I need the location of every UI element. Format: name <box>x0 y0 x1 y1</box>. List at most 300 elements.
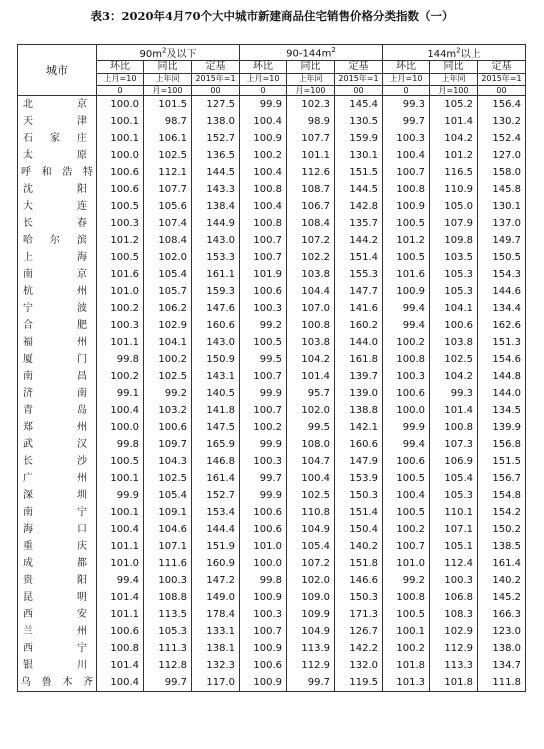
index-value: 132.0 <box>335 657 383 674</box>
city-name: 北京 <box>18 96 97 114</box>
subheader-mom-g2: 环比 <box>240 61 287 74</box>
index-value: 150.3 <box>335 487 383 504</box>
index-value: 147.5 <box>192 419 240 436</box>
base-label-line1-mom-g2: 上月=10 <box>240 74 287 86</box>
city-name: 乌鲁木齐 <box>18 674 97 692</box>
index-value: 100.8 <box>430 419 478 436</box>
city-name: 福州 <box>18 334 97 351</box>
index-value: 102.9 <box>430 623 478 640</box>
index-value: 161.4 <box>478 555 526 572</box>
index-value: 107.4 <box>144 215 192 232</box>
index-value: 105.2 <box>430 96 478 114</box>
index-value: 140.2 <box>478 572 526 589</box>
index-value: 102.0 <box>144 249 192 266</box>
table-row <box>18 198 526 215</box>
index-value: 144.0 <box>478 385 526 402</box>
index-value: 100.7 <box>240 249 287 266</box>
index-value: 100.9 <box>240 674 287 692</box>
table-row <box>18 555 526 572</box>
index-value: 99.4 <box>383 317 430 334</box>
index-value: 161.4 <box>192 470 240 487</box>
index-value: 104.6 <box>144 521 192 538</box>
index-value: 100.6 <box>240 283 287 300</box>
subheader-mom-g3: 环比 <box>383 61 430 74</box>
table-row <box>18 470 526 487</box>
index-value: 101.0 <box>383 555 430 572</box>
index-value: 140.5 <box>192 385 240 402</box>
index-value: 138.0 <box>192 113 240 130</box>
table-row <box>18 521 526 538</box>
index-value: 100.7 <box>240 368 287 385</box>
base-label-line2-fixed-base-g3: 00 <box>478 86 526 96</box>
index-value: 154.6 <box>478 351 526 368</box>
index-value: 101.4 <box>430 402 478 419</box>
table-row <box>18 538 526 555</box>
index-value: 103.8 <box>430 334 478 351</box>
index-value: 105.4 <box>287 538 335 555</box>
index-value: 105.6 <box>144 198 192 215</box>
city-name: 贵阳 <box>18 572 97 589</box>
index-value: 99.9 <box>240 385 287 402</box>
index-value: 105.4 <box>430 470 478 487</box>
index-value: 144.5 <box>335 181 383 198</box>
index-value: 104.3 <box>144 453 192 470</box>
index-value: 100.7 <box>240 402 287 419</box>
index-value: 137.0 <box>478 215 526 232</box>
index-value: 99.7 <box>240 470 287 487</box>
index-value: 109.7 <box>144 436 192 453</box>
index-value: 112.9 <box>430 640 478 657</box>
index-value: 100.3 <box>383 368 430 385</box>
index-value: 100.4 <box>240 164 287 181</box>
index-value: 100.3 <box>240 300 287 317</box>
index-value: 99.2 <box>240 317 287 334</box>
index-value: 161.1 <box>192 266 240 283</box>
index-value: 147.6 <box>192 300 240 317</box>
base-label-line1-fixed-base-g1: 2015年=1 <box>192 74 240 86</box>
index-value: 143.3 <box>192 181 240 198</box>
city-name: 成都 <box>18 555 97 572</box>
index-value: 147.7 <box>335 283 383 300</box>
index-value: 112.6 <box>287 164 335 181</box>
index-value: 101.4 <box>287 368 335 385</box>
index-value: 123.0 <box>478 623 526 640</box>
index-value: 107.1 <box>144 538 192 555</box>
group-header-under-90: $90m^2$及以下 <box>97 45 240 61</box>
index-value: 99.8 <box>97 351 144 368</box>
index-value: 100.2 <box>383 334 430 351</box>
table-row <box>18 164 526 181</box>
subheader-fixed-base-g1: 定基 <box>192 61 240 74</box>
index-value: 108.7 <box>287 181 335 198</box>
index-value: 106.2 <box>144 300 192 317</box>
index-value: 116.5 <box>430 164 478 181</box>
index-value: 100.6 <box>240 657 287 674</box>
base-label-line2-mom-g1: 0 <box>97 86 144 96</box>
index-value: 153.3 <box>192 249 240 266</box>
index-value: 155.3 <box>335 266 383 283</box>
index-value: 104.2 <box>430 368 478 385</box>
index-value: 101.1 <box>97 606 144 623</box>
base-label-line1-mom-g1: 上月=10 <box>97 74 144 86</box>
index-value: 143.0 <box>192 334 240 351</box>
base-label-line2-fixed-base-g1: 00 <box>192 86 240 96</box>
index-value: 100.5 <box>383 504 430 521</box>
table-row <box>18 402 526 419</box>
city-name: 深圳 <box>18 487 97 504</box>
index-value: 139.0 <box>335 385 383 402</box>
index-value: 105.4 <box>144 266 192 283</box>
table-row <box>18 351 526 368</box>
table-row <box>18 504 526 521</box>
table-row <box>18 419 526 436</box>
index-value: 104.9 <box>287 623 335 640</box>
index-value: 104.9 <box>287 521 335 538</box>
city-name: 长沙 <box>18 453 97 470</box>
city-name: 石家庄 <box>18 130 97 147</box>
table-row <box>18 385 526 402</box>
index-value: 101.1 <box>287 147 335 164</box>
city-column-header: 城市 <box>18 45 97 96</box>
index-value: 95.7 <box>287 385 335 402</box>
index-value: 147.9 <box>335 453 383 470</box>
index-value: 99.4 <box>97 572 144 589</box>
index-value: 113.3 <box>430 657 478 674</box>
subheader-yoy-g1: 同比 <box>144 61 192 74</box>
index-value: 106.1 <box>144 130 192 147</box>
city-name: 哈尔滨 <box>18 232 97 249</box>
index-value: 112.1 <box>144 164 192 181</box>
index-value: 100.6 <box>383 453 430 470</box>
city-name: 青岛 <box>18 402 97 419</box>
index-value: 178.4 <box>192 606 240 623</box>
index-value: 101.6 <box>383 266 430 283</box>
index-value: 138.1 <box>192 640 240 657</box>
table-row <box>18 623 526 640</box>
index-value: 100.5 <box>97 453 144 470</box>
index-value: 145.8 <box>478 181 526 198</box>
index-value: 100.2 <box>240 419 287 436</box>
base-label-line2-yoy-g1: 月=100 <box>144 86 192 96</box>
index-value: 130.1 <box>478 198 526 215</box>
index-value: 102.0 <box>287 572 335 589</box>
index-value: 109.9 <box>287 606 335 623</box>
index-value: 156.8 <box>478 436 526 453</box>
index-value: 103.2 <box>144 402 192 419</box>
index-value: 112.9 <box>287 657 335 674</box>
index-value: 100.2 <box>240 147 287 164</box>
index-value: 99.7 <box>287 674 335 692</box>
index-value: 101.4 <box>97 589 144 606</box>
index-value: 103.8 <box>287 266 335 283</box>
index-value: 144.2 <box>335 232 383 249</box>
index-value: 159.3 <box>192 283 240 300</box>
index-value: 100.9 <box>240 640 287 657</box>
index-value: 99.9 <box>383 419 430 436</box>
city-name: 大连 <box>18 198 97 215</box>
index-value: 105.0 <box>430 198 478 215</box>
index-value: 99.9 <box>240 96 287 114</box>
base-label-line1-yoy-g1: 上年同 <box>144 74 192 86</box>
price-index-table <box>17 44 526 692</box>
index-value: 162.6 <box>478 317 526 334</box>
table-row <box>18 130 526 147</box>
index-value: 127.5 <box>192 96 240 114</box>
index-value: 99.5 <box>287 419 335 436</box>
city-name: 南京 <box>18 266 97 283</box>
index-value: 100.1 <box>97 113 144 130</box>
index-value: 110.1 <box>430 504 478 521</box>
index-value: 119.5 <box>335 674 383 692</box>
index-value: 146.6 <box>335 572 383 589</box>
table-row <box>18 147 526 164</box>
index-value: 100.4 <box>383 487 430 504</box>
city-name: 南宁 <box>18 504 97 521</box>
index-value: 108.3 <box>430 606 478 623</box>
index-value: 100.5 <box>383 606 430 623</box>
index-value: 104.2 <box>430 130 478 147</box>
index-value: 102.9 <box>144 317 192 334</box>
index-value: 151.5 <box>478 453 526 470</box>
index-value: 102.5 <box>144 470 192 487</box>
index-value: 144.8 <box>478 368 526 385</box>
index-value: 100.6 <box>97 623 144 640</box>
index-value: 150.5 <box>478 249 526 266</box>
index-value: 104.2 <box>287 351 335 368</box>
city-name: 西安 <box>18 606 97 623</box>
index-value: 136.5 <box>192 147 240 164</box>
table-row <box>18 657 526 674</box>
index-value: 100.4 <box>97 402 144 419</box>
city-name: 兰州 <box>18 623 97 640</box>
city-name: 长春 <box>18 215 97 232</box>
index-value: 130.2 <box>478 113 526 130</box>
index-value: 107.7 <box>144 181 192 198</box>
index-value: 134.7 <box>478 657 526 674</box>
index-value: 100.5 <box>383 470 430 487</box>
index-value: 151.4 <box>335 249 383 266</box>
city-name: 广州 <box>18 470 97 487</box>
index-value: 99.3 <box>430 385 478 402</box>
group-header-over-144: $144m^2$以上 <box>383 45 526 61</box>
city-name: 沈阳 <box>18 181 97 198</box>
index-value: 100.2 <box>97 368 144 385</box>
index-value: 141.8 <box>192 402 240 419</box>
index-value: 100.6 <box>144 419 192 436</box>
city-name: 呼和浩特 <box>18 164 97 181</box>
index-value: 100.0 <box>97 419 144 436</box>
base-label-line2-fixed-base-g2: 00 <box>335 86 383 96</box>
index-value: 100.2 <box>97 300 144 317</box>
index-value: 99.8 <box>240 572 287 589</box>
index-value: 102.5 <box>430 351 478 368</box>
index-value: 151.9 <box>192 538 240 555</box>
index-value: 100.4 <box>97 521 144 538</box>
index-value: 105.1 <box>430 538 478 555</box>
index-value: 101.4 <box>430 113 478 130</box>
city-name: 杭州 <box>18 283 97 300</box>
index-value: 100.1 <box>97 504 144 521</box>
index-value: 100.6 <box>97 181 144 198</box>
index-value: 138.8 <box>335 402 383 419</box>
city-name: 合肥 <box>18 317 97 334</box>
index-value: 102.2 <box>287 249 335 266</box>
index-value: 99.8 <box>97 436 144 453</box>
table-row <box>18 266 526 283</box>
table-row <box>18 232 526 249</box>
index-value: 133.1 <box>192 623 240 640</box>
index-value: 153.4 <box>192 504 240 521</box>
index-value: 100.5 <box>383 249 430 266</box>
index-value: 108.4 <box>144 232 192 249</box>
index-value: 100.6 <box>383 385 430 402</box>
index-value: 107.9 <box>430 215 478 232</box>
city-name: 重庆 <box>18 538 97 555</box>
index-value: 110.8 <box>287 504 335 521</box>
index-value: 139.9 <box>478 419 526 436</box>
index-value: 101.0 <box>240 538 287 555</box>
index-value: 150.4 <box>335 521 383 538</box>
index-value: 100.8 <box>383 589 430 606</box>
index-value: 100.1 <box>97 470 144 487</box>
index-value: 101.1 <box>97 334 144 351</box>
index-value: 100.7 <box>383 164 430 181</box>
index-value: 100.2 <box>383 521 430 538</box>
city-name: 太原 <box>18 147 97 164</box>
index-value: 156.4 <box>478 96 526 114</box>
index-value: 107.2 <box>287 555 335 572</box>
index-value: 101.6 <box>97 266 144 283</box>
city-name: 济南 <box>18 385 97 402</box>
index-value: 100.8 <box>287 317 335 334</box>
index-value: 100.9 <box>240 589 287 606</box>
index-value: 107.2 <box>287 232 335 249</box>
index-value: 141.6 <box>335 300 383 317</box>
index-value: 108.4 <box>287 215 335 232</box>
index-value: 143.0 <box>192 232 240 249</box>
index-value: 151.8 <box>335 555 383 572</box>
index-value: 100.6 <box>240 521 287 538</box>
index-value: 100.8 <box>97 640 144 657</box>
index-value: 101.2 <box>383 232 430 249</box>
index-value: 101.9 <box>240 266 287 283</box>
index-value: 107.7 <box>287 130 335 147</box>
index-value: 104.1 <box>144 334 192 351</box>
city-name: 银川 <box>18 657 97 674</box>
table-title: 表3：2020年4月70个大中城市新建商品住宅销售价格分类指数（一） <box>90 9 454 23</box>
index-value: 105.4 <box>144 487 192 504</box>
index-value: 134.5 <box>478 402 526 419</box>
index-value: 160.6 <box>335 436 383 453</box>
index-value: 100.6 <box>97 164 144 181</box>
city-name: 南昌 <box>18 368 97 385</box>
index-value: 152.7 <box>192 130 240 147</box>
index-value: 99.4 <box>383 300 430 317</box>
index-value: 99.9 <box>240 487 287 504</box>
index-value: 106.7 <box>287 198 335 215</box>
index-value: 99.3 <box>383 96 430 114</box>
table-row <box>18 249 526 266</box>
index-value: 99.2 <box>144 385 192 402</box>
index-value: 101.0 <box>97 283 144 300</box>
table-row <box>18 215 526 232</box>
table-row <box>18 453 526 470</box>
index-value: 142.2 <box>335 640 383 657</box>
index-value: 101.2 <box>97 232 144 249</box>
subheader-yoy-g3: 同比 <box>430 61 478 74</box>
index-value: 100.5 <box>383 215 430 232</box>
index-value: 100.3 <box>144 572 192 589</box>
index-value: 112.8 <box>144 657 192 674</box>
subheader-fixed-base-g3: 定基 <box>478 61 526 74</box>
index-value: 105.3 <box>144 623 192 640</box>
index-value: 100.1 <box>383 623 430 640</box>
base-label-line1-yoy-g3: 上年同 <box>430 74 478 86</box>
index-value: 100.3 <box>97 317 144 334</box>
index-value: 100.4 <box>287 470 335 487</box>
index-value: 103.8 <box>287 334 335 351</box>
index-value: 99.1 <box>97 385 144 402</box>
index-value: 113.5 <box>144 606 192 623</box>
city-name: 郑州 <box>18 419 97 436</box>
index-value: 149.7 <box>478 232 526 249</box>
table-row <box>18 300 526 317</box>
index-value: 100.7 <box>240 623 287 640</box>
index-value: 100.5 <box>97 249 144 266</box>
index-value: 100.0 <box>383 402 430 419</box>
index-value: 100.5 <box>97 198 144 215</box>
index-value: 110.9 <box>430 181 478 198</box>
index-value: 111.3 <box>144 640 192 657</box>
index-value: 101.1 <box>97 538 144 555</box>
index-value: 100.7 <box>383 538 430 555</box>
index-value: 102.3 <box>287 96 335 114</box>
index-value: 100.9 <box>383 283 430 300</box>
table-row <box>18 606 526 623</box>
index-value: 151.3 <box>478 334 526 351</box>
index-value: 150.3 <box>335 589 383 606</box>
index-value: 160.6 <box>192 317 240 334</box>
index-value: 153.9 <box>335 470 383 487</box>
base-label-line1-fixed-base-g2: 2015年=1 <box>335 74 383 86</box>
index-value: 101.2 <box>430 147 478 164</box>
index-value: 101.5 <box>144 96 192 114</box>
table-row <box>18 436 526 453</box>
index-value: 100.3 <box>383 130 430 147</box>
index-value: 100.4 <box>97 674 144 692</box>
base-label-line1-mom-g3: 上月=10 <box>383 74 430 86</box>
index-value: 150.2 <box>478 521 526 538</box>
index-value: 100.0 <box>97 96 144 114</box>
index-value: 151.4 <box>335 504 383 521</box>
index-value: 100.0 <box>240 555 287 572</box>
index-value: 101.3 <box>383 674 430 692</box>
index-value: 156.7 <box>478 470 526 487</box>
base-label-line1-fixed-base-g3: 2015年=1 <box>478 74 526 86</box>
index-value: 100.2 <box>144 351 192 368</box>
index-value: 99.9 <box>240 436 287 453</box>
index-value: 146.8 <box>192 453 240 470</box>
index-value: 106.9 <box>430 453 478 470</box>
index-value: 100.5 <box>240 334 287 351</box>
subheader-mom-g1: 环比 <box>97 61 144 74</box>
index-value: 101.4 <box>97 657 144 674</box>
table-row <box>18 113 526 130</box>
index-value: 161.8 <box>335 351 383 368</box>
base-label-line2-mom-g3: 0 <box>383 86 430 96</box>
base-label-line2-yoy-g2: 月=100 <box>287 86 335 96</box>
index-value: 149.0 <box>192 589 240 606</box>
